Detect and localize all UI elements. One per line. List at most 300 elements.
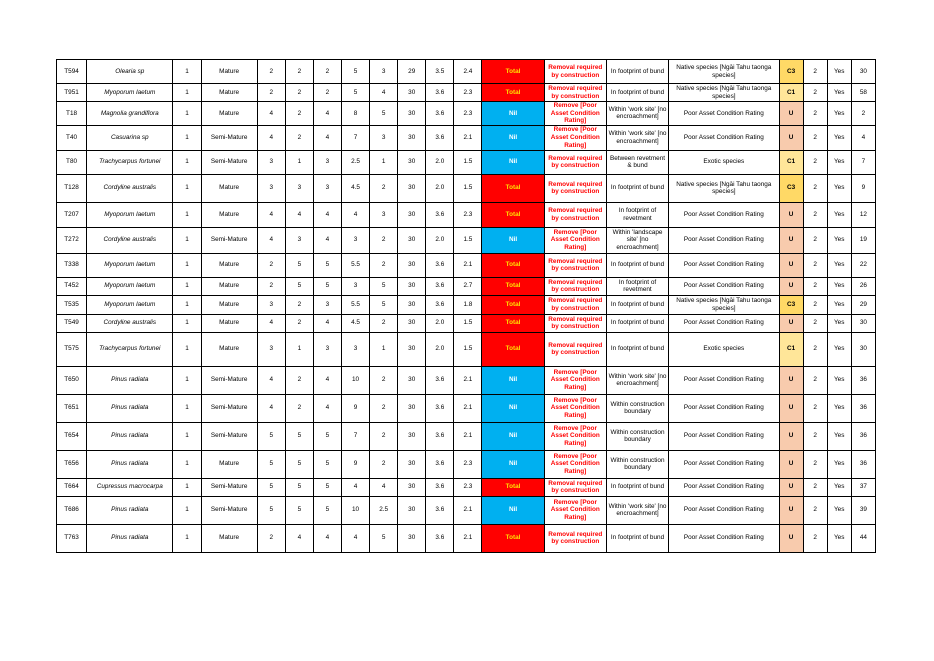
maturity: Mature bbox=[201, 295, 257, 314]
location-note: In footprint of bund bbox=[606, 253, 668, 277]
maturity: Mature bbox=[201, 102, 257, 126]
value-2: 5 bbox=[285, 496, 313, 524]
reference-number: 22 bbox=[851, 253, 875, 277]
value-8: 2.7 bbox=[454, 277, 482, 295]
tree-id: T128 bbox=[57, 174, 87, 202]
flag-value: Yes bbox=[827, 366, 851, 394]
value-4: 7 bbox=[342, 125, 370, 150]
impact-badge: Total bbox=[482, 295, 544, 314]
location-note: In footprint of revetment bbox=[606, 277, 668, 295]
value-1: 4 bbox=[257, 102, 285, 126]
value-5: 5 bbox=[370, 295, 398, 314]
tree-count: 1 bbox=[173, 450, 201, 478]
class-badge: C3 bbox=[779, 174, 803, 202]
value-3: 5 bbox=[313, 422, 341, 450]
tree-id: T80 bbox=[57, 150, 87, 174]
tree-id: T686 bbox=[57, 496, 87, 524]
value-7: 3.6 bbox=[426, 450, 454, 478]
species-status: Poor Asset Condition Rating bbox=[669, 277, 779, 295]
value-4: 10 bbox=[342, 496, 370, 524]
table-row bbox=[57, 202, 876, 227]
flag-value: Yes bbox=[827, 150, 851, 174]
removal-reason: Removal required by construction bbox=[544, 295, 606, 314]
impact-badge: Nil bbox=[482, 366, 544, 394]
value-8: 2.1 bbox=[454, 422, 482, 450]
value-6: 30 bbox=[398, 202, 426, 227]
table-row bbox=[57, 450, 876, 478]
impact-badge: Nil bbox=[482, 450, 544, 478]
class-badge: U bbox=[779, 394, 803, 422]
value-4: 3 bbox=[342, 277, 370, 295]
value-6: 30 bbox=[398, 150, 426, 174]
flag-value: Yes bbox=[827, 84, 851, 102]
flag-value: Yes bbox=[827, 277, 851, 295]
value-2: 1 bbox=[285, 150, 313, 174]
impact-badge: Total bbox=[482, 332, 544, 366]
species-status: Native species [Ngāi Tahu taonga species] bbox=[669, 60, 779, 84]
tree-assessment-table bbox=[56, 59, 876, 553]
reference-number: 26 bbox=[851, 277, 875, 295]
value-7: 3.6 bbox=[426, 102, 454, 126]
value-3: 3 bbox=[313, 150, 341, 174]
value-4: 2.5 bbox=[342, 150, 370, 174]
impact-badge: Nil bbox=[482, 496, 544, 524]
impact-badge: Total bbox=[482, 84, 544, 102]
value-9: 2 bbox=[803, 125, 827, 150]
value-9: 2 bbox=[803, 150, 827, 174]
value-5: 2 bbox=[370, 450, 398, 478]
removal-reason: Removal required by construction bbox=[544, 60, 606, 84]
species-status: Poor Asset Condition Rating bbox=[669, 450, 779, 478]
species-name: Myoporum laetum bbox=[87, 84, 173, 102]
value-6: 29 bbox=[398, 60, 426, 84]
value-5: 1 bbox=[370, 150, 398, 174]
value-1: 3 bbox=[257, 174, 285, 202]
table-row bbox=[57, 295, 876, 314]
value-2: 5 bbox=[285, 253, 313, 277]
reference-number: 36 bbox=[851, 450, 875, 478]
reference-number: 36 bbox=[851, 394, 875, 422]
reference-number: 19 bbox=[851, 227, 875, 253]
tree-id: T654 bbox=[57, 422, 87, 450]
table-row bbox=[57, 332, 876, 366]
value-4: 4.5 bbox=[342, 314, 370, 332]
class-badge: C1 bbox=[779, 150, 803, 174]
class-badge: U bbox=[779, 450, 803, 478]
flag-value: Yes bbox=[827, 478, 851, 496]
value-9: 2 bbox=[803, 102, 827, 126]
value-7: 3.6 bbox=[426, 496, 454, 524]
value-1: 2 bbox=[257, 524, 285, 552]
maturity: Semi-Mature bbox=[201, 366, 257, 394]
value-9: 2 bbox=[803, 450, 827, 478]
value-8: 2.3 bbox=[454, 202, 482, 227]
value-4: 3 bbox=[342, 227, 370, 253]
maturity: Mature bbox=[201, 450, 257, 478]
value-1: 4 bbox=[257, 394, 285, 422]
value-1: 5 bbox=[257, 496, 285, 524]
value-7: 3.5 bbox=[426, 60, 454, 84]
species-name: Cupressus macrocarpa bbox=[87, 478, 173, 496]
removal-reason: Removal required by construction bbox=[544, 478, 606, 496]
value-3: 5 bbox=[313, 253, 341, 277]
value-9: 2 bbox=[803, 496, 827, 524]
value-8: 2.3 bbox=[454, 450, 482, 478]
value-8: 1.5 bbox=[454, 227, 482, 253]
value-8: 2.4 bbox=[454, 60, 482, 84]
value-7: 2.0 bbox=[426, 227, 454, 253]
table-row bbox=[57, 394, 876, 422]
reference-number: 12 bbox=[851, 202, 875, 227]
value-5: 3 bbox=[370, 60, 398, 84]
value-1: 2 bbox=[257, 253, 285, 277]
value-1: 4 bbox=[257, 366, 285, 394]
value-2: 2 bbox=[285, 314, 313, 332]
value-5: 2 bbox=[370, 174, 398, 202]
value-9: 2 bbox=[803, 277, 827, 295]
location-note: In footprint of revetment bbox=[606, 202, 668, 227]
species-status: Native species [Ngāi Tahu taonga species] bbox=[669, 174, 779, 202]
tree-id: T272 bbox=[57, 227, 87, 253]
value-1: 4 bbox=[257, 125, 285, 150]
class-badge: U bbox=[779, 277, 803, 295]
value-2: 2 bbox=[285, 84, 313, 102]
value-7: 3.6 bbox=[426, 524, 454, 552]
value-5: 3 bbox=[370, 125, 398, 150]
flag-value: Yes bbox=[827, 174, 851, 202]
flag-value: Yes bbox=[827, 295, 851, 314]
table-row bbox=[57, 524, 876, 552]
removal-reason: Removal required by construction bbox=[544, 332, 606, 366]
impact-badge: Total bbox=[482, 314, 544, 332]
tree-count: 1 bbox=[173, 524, 201, 552]
class-badge: U bbox=[779, 422, 803, 450]
location-note: Between revetment & bund bbox=[606, 150, 668, 174]
value-8: 2.3 bbox=[454, 478, 482, 496]
value-8: 2.1 bbox=[454, 125, 482, 150]
value-9: 2 bbox=[803, 295, 827, 314]
tree-id: T535 bbox=[57, 295, 87, 314]
value-7: 3.6 bbox=[426, 478, 454, 496]
value-6: 30 bbox=[398, 227, 426, 253]
value-5: 3 bbox=[370, 202, 398, 227]
species-name: Pinus radiata bbox=[87, 422, 173, 450]
impact-badge: Total bbox=[482, 277, 544, 295]
value-2: 1 bbox=[285, 332, 313, 366]
value-7: 3.6 bbox=[426, 202, 454, 227]
tree-count: 1 bbox=[173, 150, 201, 174]
table-row bbox=[57, 102, 876, 126]
value-5: 2.5 bbox=[370, 496, 398, 524]
class-badge: U bbox=[779, 366, 803, 394]
value-9: 2 bbox=[803, 84, 827, 102]
impact-badge: Nil bbox=[482, 394, 544, 422]
tree-count: 1 bbox=[173, 84, 201, 102]
value-5: 5 bbox=[370, 277, 398, 295]
value-3: 4 bbox=[313, 102, 341, 126]
value-4: 5 bbox=[342, 60, 370, 84]
class-badge: U bbox=[779, 314, 803, 332]
flag-value: Yes bbox=[827, 60, 851, 84]
value-9: 2 bbox=[803, 60, 827, 84]
maturity: Mature bbox=[201, 60, 257, 84]
maturity: Semi-Mature bbox=[201, 125, 257, 150]
species-status: Native species [Ngāi Tahu taonga species] bbox=[669, 295, 779, 314]
species-name: Trachycarpus fortunei bbox=[87, 150, 173, 174]
impact-badge: Nil bbox=[482, 422, 544, 450]
removal-reason: Remove [Poor Asset Condition Rating] bbox=[544, 125, 606, 150]
table-row bbox=[57, 60, 876, 84]
class-badge: U bbox=[779, 227, 803, 253]
species-status: Poor Asset Condition Rating bbox=[669, 394, 779, 422]
value-3: 5 bbox=[313, 496, 341, 524]
table-row bbox=[57, 366, 876, 394]
value-2: 2 bbox=[285, 394, 313, 422]
tree-count: 1 bbox=[173, 60, 201, 84]
tree-id: T549 bbox=[57, 314, 87, 332]
flag-value: Yes bbox=[827, 102, 851, 126]
value-1: 5 bbox=[257, 422, 285, 450]
tree-count: 1 bbox=[173, 227, 201, 253]
value-3: 4 bbox=[313, 394, 341, 422]
tree-count: 1 bbox=[173, 125, 201, 150]
tree-count: 1 bbox=[173, 202, 201, 227]
location-note: Within 'work site' [no encroachment] bbox=[606, 366, 668, 394]
value-9: 2 bbox=[803, 253, 827, 277]
flag-value: Yes bbox=[827, 332, 851, 366]
flag-value: Yes bbox=[827, 253, 851, 277]
tree-count: 1 bbox=[173, 478, 201, 496]
value-5: 2 bbox=[370, 394, 398, 422]
value-9: 2 bbox=[803, 174, 827, 202]
class-badge: U bbox=[779, 524, 803, 552]
value-4: 4 bbox=[342, 524, 370, 552]
tree-count: 1 bbox=[173, 332, 201, 366]
maturity: Mature bbox=[201, 332, 257, 366]
value-6: 30 bbox=[398, 450, 426, 478]
reference-number: 2 bbox=[851, 102, 875, 126]
value-5: 4 bbox=[370, 84, 398, 102]
tree-count: 1 bbox=[173, 394, 201, 422]
value-6: 30 bbox=[398, 84, 426, 102]
class-badge: U bbox=[779, 202, 803, 227]
species-status: Poor Asset Condition Rating bbox=[669, 422, 779, 450]
removal-reason: Remove [Poor Asset Condition Rating] bbox=[544, 366, 606, 394]
value-6: 30 bbox=[398, 422, 426, 450]
flag-value: Yes bbox=[827, 496, 851, 524]
table-row bbox=[57, 253, 876, 277]
value-3: 3 bbox=[313, 332, 341, 366]
class-badge: U bbox=[779, 496, 803, 524]
location-note: Within construction boundary bbox=[606, 394, 668, 422]
species-status: Poor Asset Condition Rating bbox=[669, 125, 779, 150]
value-5: 2 bbox=[370, 422, 398, 450]
reference-number: 30 bbox=[851, 332, 875, 366]
species-name: Pinus radiata bbox=[87, 366, 173, 394]
value-1: 3 bbox=[257, 150, 285, 174]
tree-count: 1 bbox=[173, 496, 201, 524]
maturity: Mature bbox=[201, 524, 257, 552]
species-name: Cordyline australis bbox=[87, 314, 173, 332]
location-note: In footprint of bund bbox=[606, 60, 668, 84]
species-status: Poor Asset Condition Rating bbox=[669, 478, 779, 496]
value-7: 2.0 bbox=[426, 150, 454, 174]
value-5: 2 bbox=[370, 314, 398, 332]
value-5: 2 bbox=[370, 253, 398, 277]
value-1: 4 bbox=[257, 227, 285, 253]
value-4: 4.5 bbox=[342, 174, 370, 202]
value-4: 10 bbox=[342, 366, 370, 394]
value-5: 5 bbox=[370, 524, 398, 552]
value-4: 8 bbox=[342, 102, 370, 126]
value-2: 3 bbox=[285, 227, 313, 253]
value-5: 2 bbox=[370, 227, 398, 253]
value-9: 2 bbox=[803, 332, 827, 366]
maturity: Mature bbox=[201, 277, 257, 295]
value-7: 3.6 bbox=[426, 295, 454, 314]
impact-badge: Nil bbox=[482, 150, 544, 174]
value-2: 5 bbox=[285, 277, 313, 295]
value-4: 5.5 bbox=[342, 253, 370, 277]
value-2: 5 bbox=[285, 450, 313, 478]
tree-count: 1 bbox=[173, 253, 201, 277]
value-5: 5 bbox=[370, 102, 398, 126]
value-2: 2 bbox=[285, 125, 313, 150]
value-3: 5 bbox=[313, 450, 341, 478]
value-9: 2 bbox=[803, 478, 827, 496]
removal-reason: Removal required by construction bbox=[544, 253, 606, 277]
tree-count: 1 bbox=[173, 295, 201, 314]
tree-id: T575 bbox=[57, 332, 87, 366]
value-3: 4 bbox=[313, 227, 341, 253]
value-9: 2 bbox=[803, 524, 827, 552]
value-3: 3 bbox=[313, 295, 341, 314]
impact-badge: Nil bbox=[482, 227, 544, 253]
value-7: 3.6 bbox=[426, 394, 454, 422]
value-6: 30 bbox=[398, 102, 426, 126]
value-6: 30 bbox=[398, 524, 426, 552]
value-4: 5 bbox=[342, 84, 370, 102]
tree-id: T594 bbox=[57, 60, 87, 84]
reference-number: 58 bbox=[851, 84, 875, 102]
value-2: 4 bbox=[285, 202, 313, 227]
value-8: 1.5 bbox=[454, 150, 482, 174]
species-status: Poor Asset Condition Rating bbox=[669, 314, 779, 332]
value-7: 3.6 bbox=[426, 277, 454, 295]
flag-value: Yes bbox=[827, 450, 851, 478]
tree-count: 1 bbox=[173, 422, 201, 450]
value-6: 30 bbox=[398, 174, 426, 202]
value-5: 1 bbox=[370, 332, 398, 366]
tree-count: 1 bbox=[173, 102, 201, 126]
value-3: 5 bbox=[313, 478, 341, 496]
reference-number: 39 bbox=[851, 496, 875, 524]
value-6: 30 bbox=[398, 366, 426, 394]
removal-reason: Remove [Poor Asset Condition Rating] bbox=[544, 422, 606, 450]
value-6: 30 bbox=[398, 295, 426, 314]
value-5: 2 bbox=[370, 366, 398, 394]
value-4: 9 bbox=[342, 394, 370, 422]
impact-badge: Total bbox=[482, 478, 544, 496]
species-name: Pinus radiata bbox=[87, 394, 173, 422]
value-6: 30 bbox=[398, 277, 426, 295]
location-note: In footprint of bund bbox=[606, 314, 668, 332]
table-row bbox=[57, 125, 876, 150]
value-2: 2 bbox=[285, 102, 313, 126]
maturity: Semi-Mature bbox=[201, 496, 257, 524]
class-badge: U bbox=[779, 102, 803, 126]
value-1: 2 bbox=[257, 277, 285, 295]
maturity: Semi-Mature bbox=[201, 227, 257, 253]
value-1: 3 bbox=[257, 295, 285, 314]
reference-number: 37 bbox=[851, 478, 875, 496]
value-3: 5 bbox=[313, 277, 341, 295]
value-3: 3 bbox=[313, 174, 341, 202]
class-badge: U bbox=[779, 253, 803, 277]
table-row bbox=[57, 150, 876, 174]
value-7: 2.0 bbox=[426, 314, 454, 332]
tree-count: 1 bbox=[173, 174, 201, 202]
class-badge: U bbox=[779, 478, 803, 496]
reference-number: 30 bbox=[851, 60, 875, 84]
removal-reason: Removal required by construction bbox=[544, 150, 606, 174]
impact-badge: Total bbox=[482, 253, 544, 277]
value-8: 1.5 bbox=[454, 332, 482, 366]
reference-number: 4 bbox=[851, 125, 875, 150]
species-name: Olearia sp bbox=[87, 60, 173, 84]
species-name: Trachycarpus fortunei bbox=[87, 332, 173, 366]
removal-reason: Remove [Poor Asset Condition Rating] bbox=[544, 227, 606, 253]
reference-number: 9 bbox=[851, 174, 875, 202]
value-8: 2.3 bbox=[454, 84, 482, 102]
class-badge: C1 bbox=[779, 332, 803, 366]
tree-count: 1 bbox=[173, 277, 201, 295]
removal-reason: Remove [Poor Asset Condition Rating] bbox=[544, 394, 606, 422]
location-note: In footprint of bund bbox=[606, 332, 668, 366]
impact-badge: Total bbox=[482, 202, 544, 227]
tree-count: 1 bbox=[173, 314, 201, 332]
value-1: 4 bbox=[257, 202, 285, 227]
class-badge: C3 bbox=[779, 60, 803, 84]
value-4: 4 bbox=[342, 478, 370, 496]
reference-number: 36 bbox=[851, 366, 875, 394]
value-8: 2.1 bbox=[454, 524, 482, 552]
maturity: Semi-Mature bbox=[201, 394, 257, 422]
species-name: Cordyline australis bbox=[87, 174, 173, 202]
flag-value: Yes bbox=[827, 524, 851, 552]
species-name: Pinus radiata bbox=[87, 450, 173, 478]
species-status: Poor Asset Condition Rating bbox=[669, 202, 779, 227]
value-6: 30 bbox=[398, 125, 426, 150]
impact-badge: Nil bbox=[482, 102, 544, 126]
tree-id: T656 bbox=[57, 450, 87, 478]
species-status: Poor Asset Condition Rating bbox=[669, 366, 779, 394]
reference-number: 29 bbox=[851, 295, 875, 314]
value-1: 2 bbox=[257, 60, 285, 84]
species-name: Magnolia grandiflora bbox=[87, 102, 173, 126]
maturity: Mature bbox=[201, 314, 257, 332]
class-badge: U bbox=[779, 125, 803, 150]
value-9: 2 bbox=[803, 366, 827, 394]
species-name: Casuarina sp bbox=[87, 125, 173, 150]
value-7: 2.0 bbox=[426, 174, 454, 202]
impact-badge: Total bbox=[482, 174, 544, 202]
value-8: 2.1 bbox=[454, 394, 482, 422]
tree-id: T664 bbox=[57, 478, 87, 496]
tree-id: T207 bbox=[57, 202, 87, 227]
location-note: In footprint of bund bbox=[606, 295, 668, 314]
value-5: 4 bbox=[370, 478, 398, 496]
